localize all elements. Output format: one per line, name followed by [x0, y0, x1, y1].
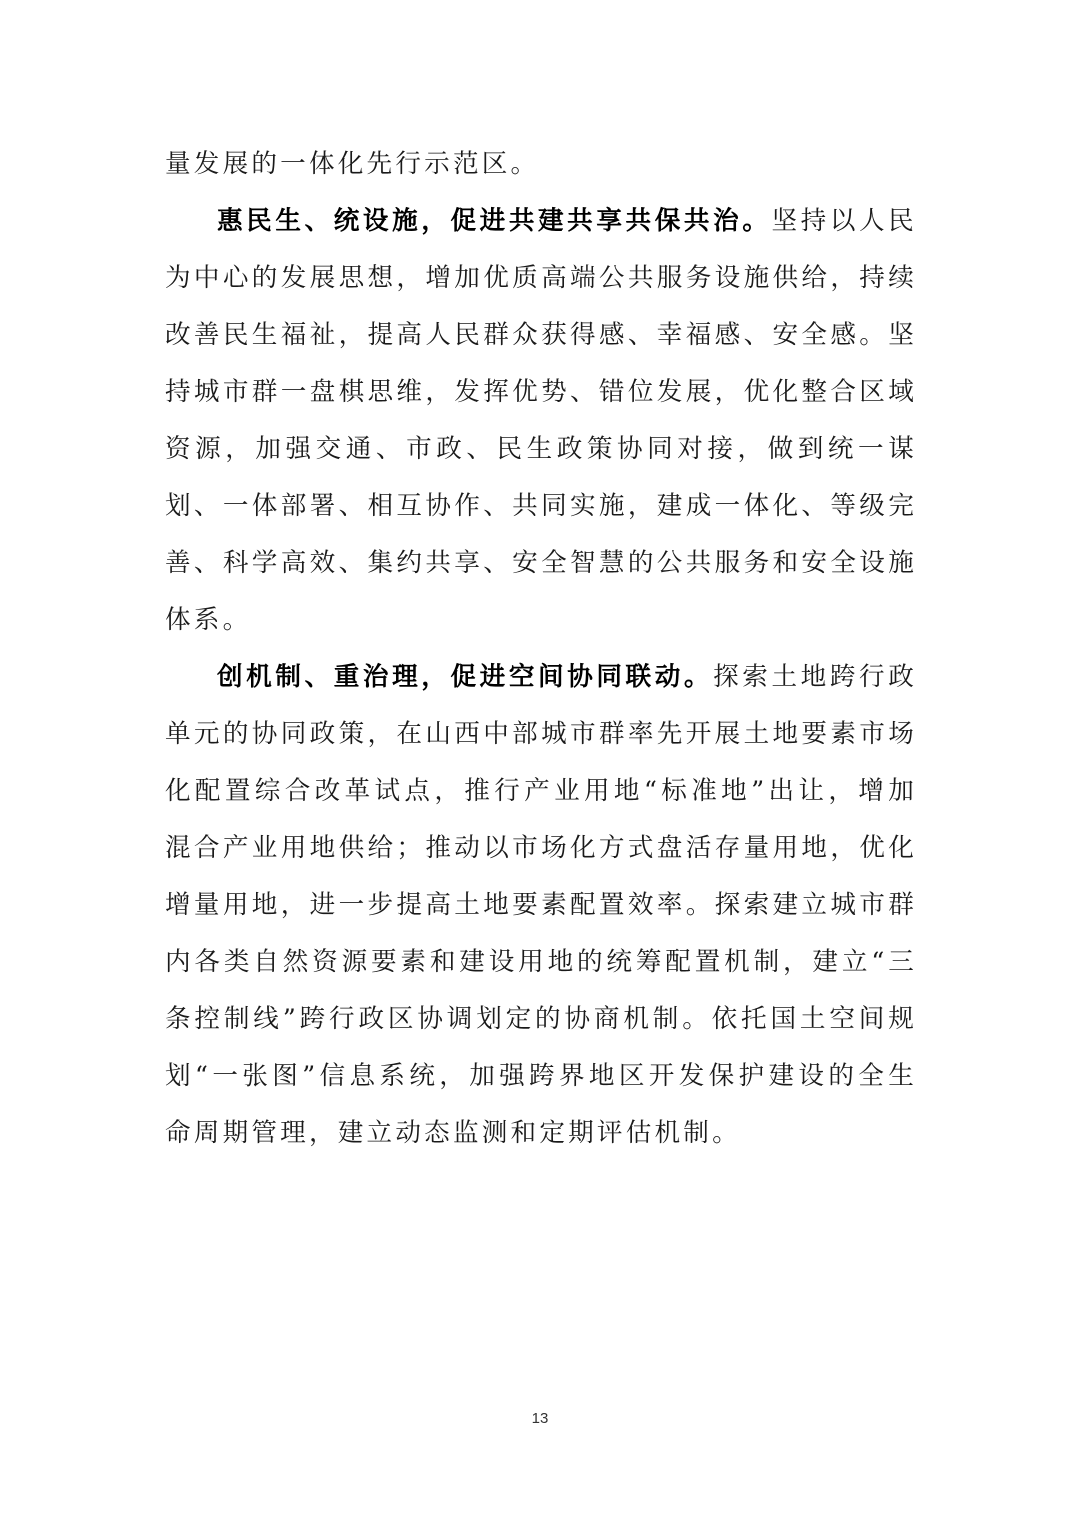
paragraph-text: 坚持以人民为中心的发展思想，增加优质高端公共服务设施供给，持续改善民生福祉，提高人民群众获得感、幸福感、安全感。坚持城市群一盘棋思维，发挥优势、错位发展，优化整合区域资源，加强交通、市政、民生政策协同对接，做到统一谋划、一体部署、相互协作、共同实施，建成一体化、等级完善、科学高效、集约共享、安全智慧的公共服务和安全设施体系。 [165, 206, 917, 635]
paragraph-public-services [165, 193, 917, 649]
paragraph-lead-heading: 创机制、重治理，促进空间协同联动。 [217, 662, 714, 692]
document-body [165, 136, 917, 1162]
paragraph-spatial-coordination [165, 649, 917, 1162]
paragraph-text: 量发展的一体化先行示范区。 [165, 149, 540, 179]
paragraph-text: 探索土地跨行政单元的协同政策，在山西中部城市群率先开展土地要素市场化配置综合改革试点，推行产业用地“标准地”出让，增加混合产业用地供给；推动以市场化方式盘活存量用地，优化增量用地，进一步提高土地要素配置效率。探索建立城市群内各类自然资源要素和建设用地的统筹配置机制，建立“三条控制线”跨行政区协调划定的协商机制。依托国土空间规划“一张图”信息系统，加强跨界地区开发保护建设的全生命周期管理，建立动态监测和定期评估机制。 [165, 662, 917, 1148]
page-number: 13 [531, 1410, 549, 1427]
paragraph-continuation [165, 136, 917, 193]
paragraph-lead-heading: 惠民生、统设施，促进共建共享共保共治。 [217, 206, 772, 236]
